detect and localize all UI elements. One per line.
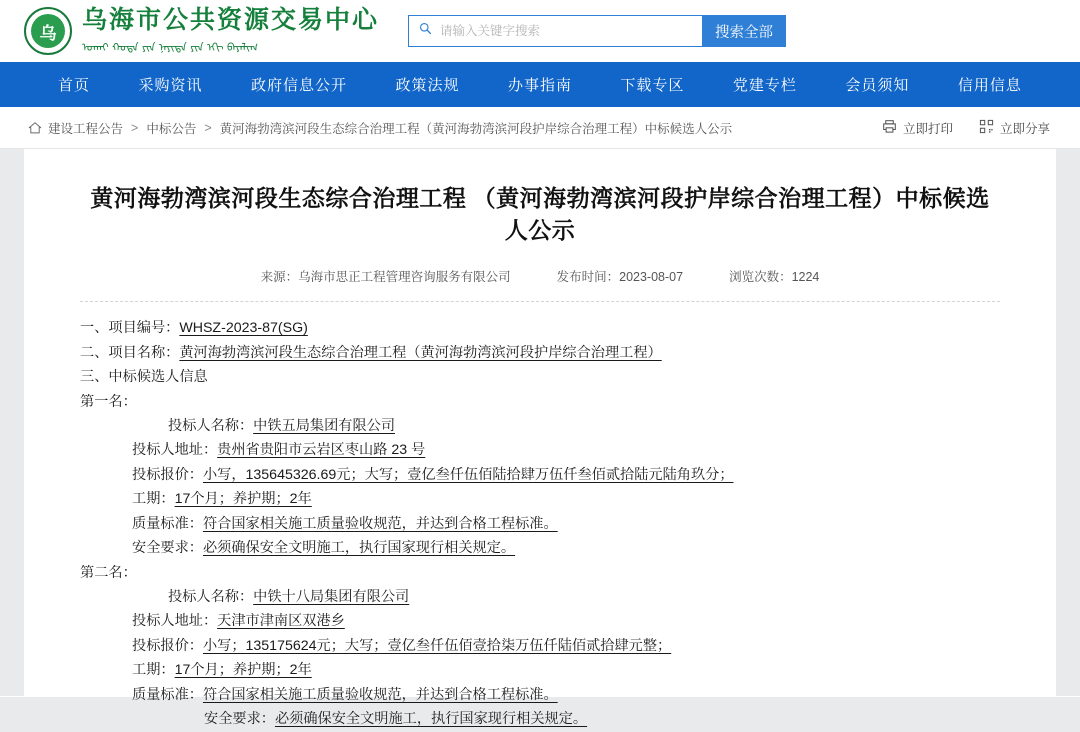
home-icon[interactable] — [28, 121, 42, 135]
row-label: 投标人名称： — [168, 418, 254, 435]
candidates-label: 三、中标候选人信息 — [80, 369, 208, 386]
nav-item-0[interactable]: 首页 — [58, 77, 91, 94]
print-label: 立即打印 — [902, 121, 953, 136]
row-label: 质量标准： — [132, 515, 203, 532]
org-name-cn: 乌海市公共资源交易中心 — [82, 6, 380, 34]
search-all-button[interactable]: 搜索全部 — [702, 15, 786, 47]
row-label: 投标人名称： — [168, 589, 254, 606]
share-button[interactable] — [979, 119, 1050, 137]
row-value: 17个月；养护期；2年 — [174, 491, 312, 508]
breadcrumb-sep-1: > — [204, 120, 212, 135]
row-value: 符合国家相关施工质量验收规范，并达到合格工程标准。 — [202, 686, 558, 703]
row-label: 投标人地址： — [132, 613, 218, 630]
nav-item-6[interactable]: 党建专栏 — [732, 77, 797, 94]
content-wrap — [0, 149, 1080, 728]
article-publish-time: 发布时间：2023-08-07 — [556, 270, 684, 285]
nav-item-5[interactable]: 下载专区 — [620, 77, 685, 94]
candidate-0-row-2 — [132, 463, 1000, 487]
nav-item-7[interactable]: 会员须知 — [845, 77, 910, 94]
candidate-0-row-4 — [132, 512, 1000, 536]
row-value: 必须确保安全文明施工，执行国家现行相关规定。 — [274, 711, 588, 728]
article-source: 来源：乌海市思正工程管理咨询服务有限公司 — [260, 270, 511, 285]
project-name-label: 二、项目名称： — [80, 344, 180, 361]
row-label: 工期： — [132, 662, 175, 679]
candidate-1-row-3 — [132, 658, 1000, 682]
site-logo[interactable] — [24, 7, 379, 56]
row-value: 中铁五局集团有限公司 — [253, 418, 396, 435]
row-label: 安全要求： — [132, 540, 203, 557]
breadcrumb-item-1[interactable]: 中标公告 — [146, 121, 197, 136]
candidate-0-row-3 — [132, 487, 1000, 511]
row-value: 贵州省贵阳市云岩区枣山路 23 号 — [217, 442, 426, 459]
printer-icon — [882, 119, 897, 137]
breadcrumb-bar — [0, 107, 1080, 149]
row-label: 工期： — [132, 491, 175, 508]
page-title: 黄河海勃湾滨河段生态综合治理工程 （黄河海勃湾滨河段护岸综合治理工程）中标候选人公示 — [90, 186, 990, 244]
nav-item-3[interactable]: 政策法规 — [395, 77, 460, 94]
row-value: 17个月；养护期；2年 — [174, 662, 312, 679]
print-button[interactable] — [882, 119, 953, 137]
nav-item-4[interactable]: 办事指南 — [507, 77, 572, 94]
project-name-value: 黄河海勃湾滨河段生态综合治理工程（黄河海勃湾滨河段护岸综合治理工程） — [179, 344, 662, 361]
article-meta — [80, 267, 1000, 285]
candidate-rank-1: 第二名： — [80, 564, 137, 581]
row-value: 必须确保安全文明施工，执行国家现行相关规定。 — [202, 540, 516, 557]
breadcrumb-sep-0: > — [131, 120, 139, 135]
row-label: 投标报价： — [132, 637, 203, 654]
search-area — [408, 15, 786, 47]
nav-item-8[interactable]: 信用信息 — [957, 77, 1022, 94]
nav-item-1[interactable]: 采购资讯 — [138, 77, 203, 94]
candidate-1-row-2 — [132, 634, 1000, 658]
candidate-1-row-1 — [132, 609, 1000, 633]
share-icon — [979, 119, 994, 137]
logo-icon — [24, 7, 72, 55]
row-label: 投标人地址： — [132, 442, 218, 459]
candidate-1-row-4 — [132, 683, 1000, 707]
logo-mark-char: 乌 — [31, 14, 65, 48]
row-label: 质量标准： — [132, 686, 203, 703]
candidate-0-row-5 — [132, 536, 1000, 560]
article-body — [80, 316, 1000, 731]
main-nav — [0, 62, 1080, 107]
project-no-line — [80, 316, 1000, 340]
search-box[interactable] — [408, 15, 702, 47]
row-value: 符合国家相关施工质量验收规范，并达到合格工程标准。 — [202, 515, 558, 532]
project-no-value: WHSZ-2023-87(SG) — [179, 320, 308, 337]
candidate-1-row-5 — [204, 707, 1000, 731]
breadcrumb-actions — [882, 119, 1050, 137]
article — [24, 149, 1056, 728]
breadcrumb-item-0[interactable]: 建设工程公告 — [48, 121, 124, 136]
article-views: 浏览次数：1224 — [729, 270, 820, 285]
project-no-label: 一、项目编号： — [80, 320, 180, 337]
project-name-line — [80, 341, 1000, 365]
row-value: 小写，135645326.69元；大写；壹亿叁仟伍佰陆拾肆万伍仟叁佰贰拾陆元陆角玖分； — [202, 466, 734, 483]
search-icon — [419, 22, 432, 40]
candidate-rank-0: 第一名： — [80, 393, 137, 410]
share-label: 立即分享 — [999, 121, 1050, 136]
candidate-0-row-1 — [132, 438, 1000, 462]
site-header — [0, 0, 1080, 62]
row-label: 投标报价： — [132, 466, 203, 483]
row-value: 小写；135175624元；大写；壹亿叁仟伍佰壹拾柒万伍仟陆佰贰拾肆元整； — [202, 637, 672, 654]
meta-divider — [80, 301, 1000, 302]
row-label: 安全要求： — [204, 711, 275, 728]
candidate-1-row-0 — [168, 585, 1000, 609]
row-value: 中铁十八局集团有限公司 — [253, 589, 410, 606]
row-value: 天津市津南区双港乡 — [217, 613, 345, 630]
breadcrumb — [28, 119, 732, 137]
org-name-mn: ᠤᠬᠠᠢ ᠬᠣᠲᠠ ᠶᠢᠨ ᠨᠡᠶᠢᠲᠡ ᠶᠢᠨ ᠡᠬᠢ ᠪᠠᠶᠠᠯᠢᠭ — [82, 41, 259, 55]
breadcrumb-item-2: 黄河海勃湾滨河段生态综合治理工程（黄河海勃湾滨河段护岸综合治理工程）中标候选人公示 — [219, 121, 733, 136]
nav-item-2[interactable]: 政府信息公开 — [250, 77, 347, 94]
candidate-0-row-0 — [168, 414, 1000, 438]
search-input[interactable] — [438, 23, 692, 39]
